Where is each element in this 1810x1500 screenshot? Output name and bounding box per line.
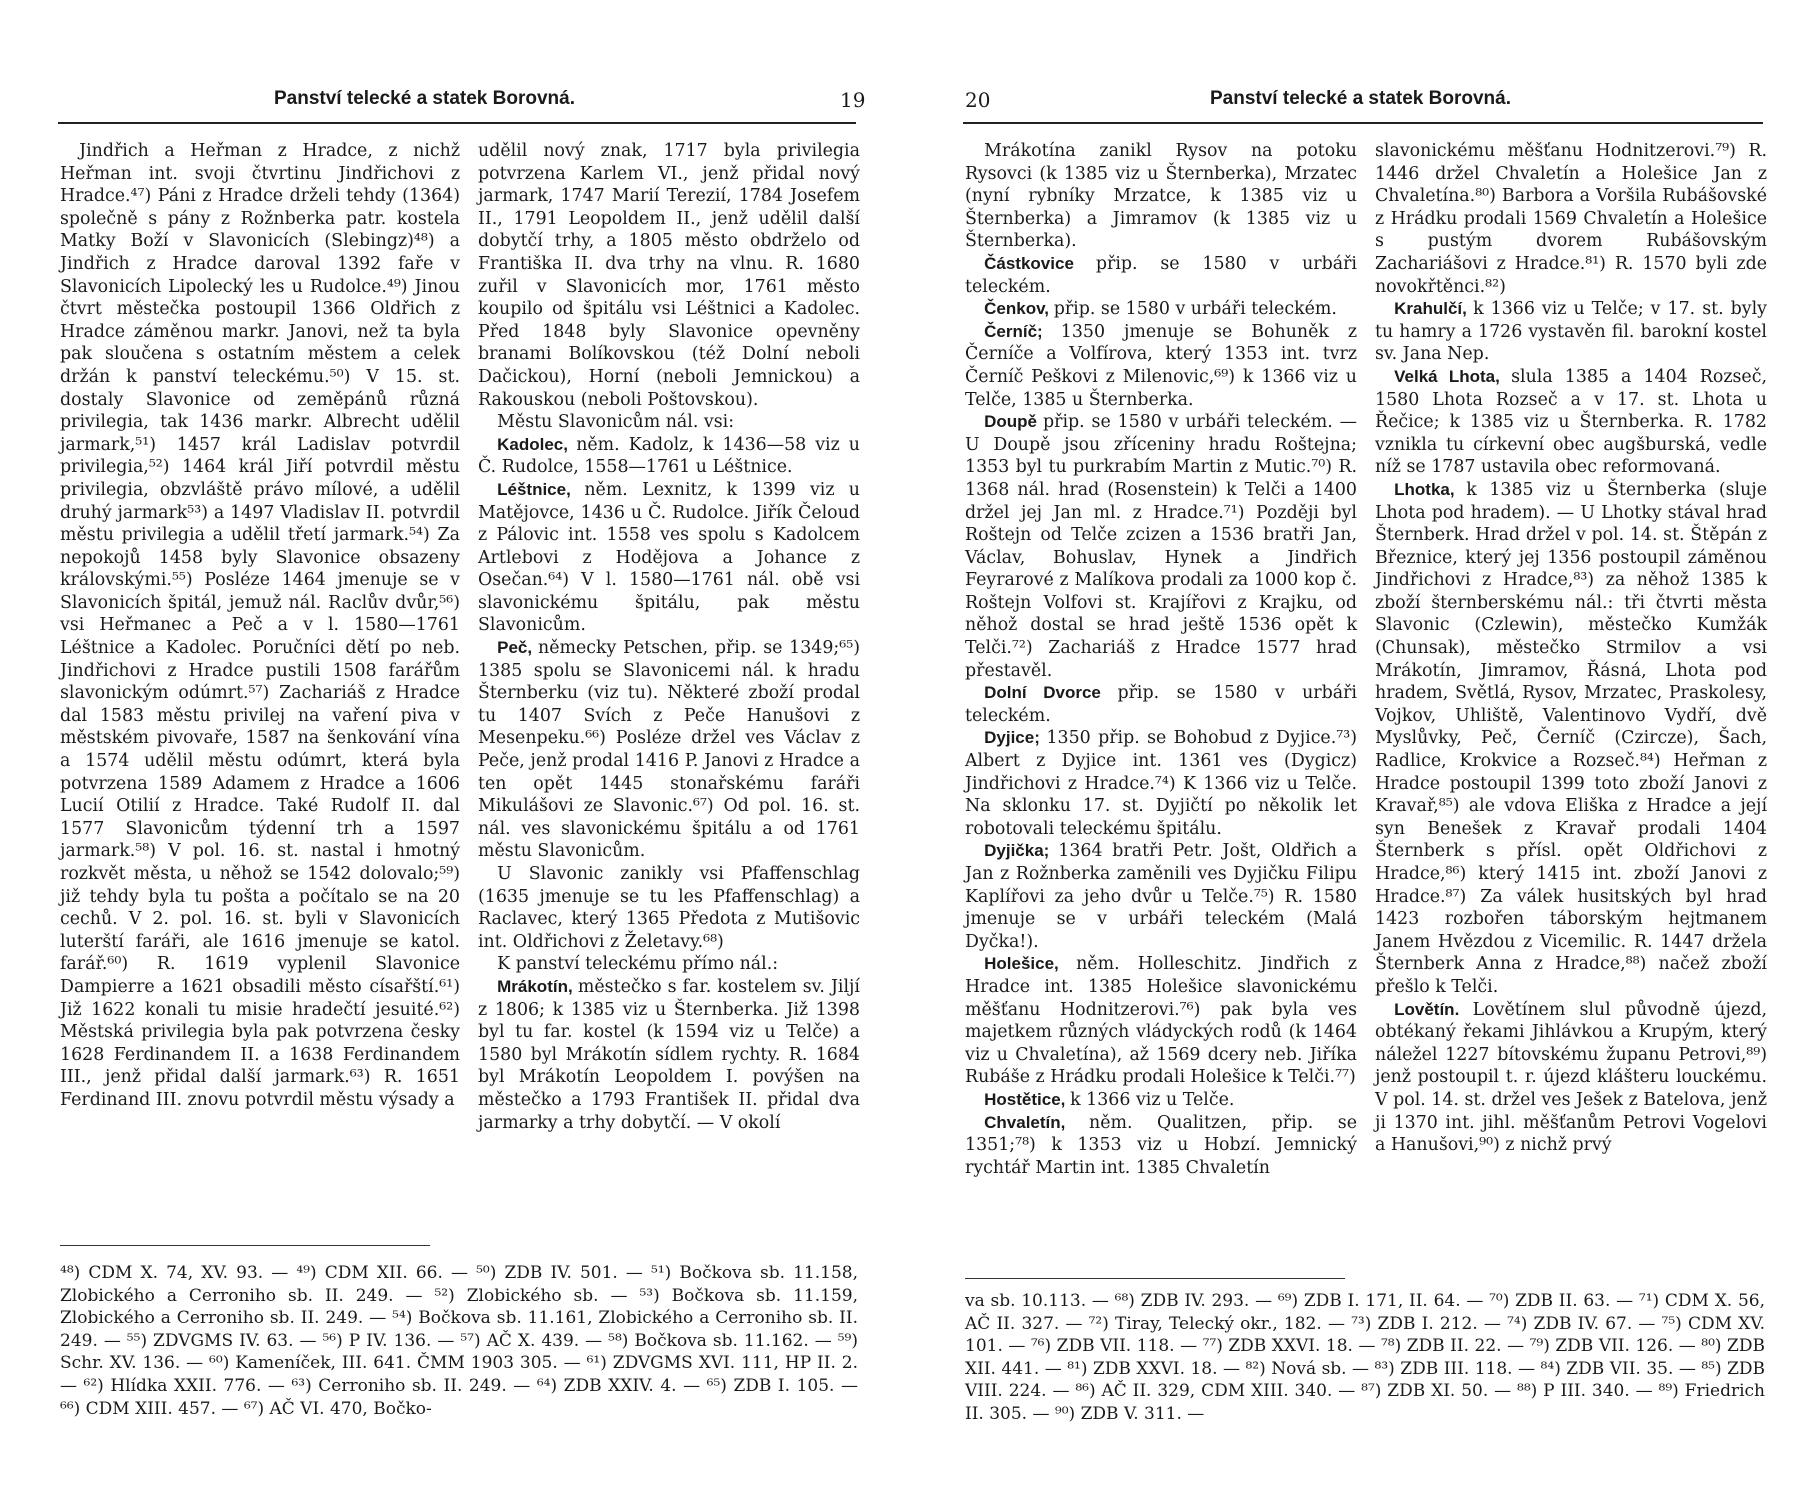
entry-heading: Čenkov, xyxy=(984,299,1054,319)
footnote-rule-right xyxy=(965,1278,1345,1279)
paragraph: Doupě přip. se 1580 v urbáři teleckém. — U Doupě jsou zříceniny hradu Roštejna; 1353 byl tu purkrabím Martin z Mutic.⁷⁰) R. 1368 nál. hrad (Rosenstein) k Telči a 1400 držel jej Jan ml. z Hradce.⁷¹) Později byl Roštejn od Telče zcizen a 1536 bratři Jan, Václav, Bohuslav, Hynek a Jindřich Feyrarové z Malíkova prodali za 1000 kop č. Roštejn Volfovi st. Krajířovi z Krajku, od něhož dostal se hrad ještě 1536 opět k Telči.⁷²) Zachariáš z Hradce 1577 hrad přestavěl. xyxy=(965,412,1358,681)
right-header xyxy=(905,88,1810,118)
entry-heading: Hostětice, xyxy=(984,1089,1071,1109)
paragraph: Dyjička; 1364 bratři Petr. Jošt, Oldřich a Jan z Rožnberka zaměnili ves Dyjičku Filipu Kaplířovi za jeho dvůr u Telče.⁷⁵) R. 1580 jmenuje se v urbáři teleckém (Malá Dyčka!). xyxy=(965,841,1357,952)
footnote-rule-left xyxy=(60,1245,430,1246)
paragraph: Mrákotína zanikl Rysov na potoku Rysovci (k 1385 viz u Šternberka), Mrzatec (nyní rybníky Mrzatce, k 1385 viz u Šternberka) a Jimramov (k 1385 viz u Šternberka). xyxy=(965,141,1357,252)
entry-heading: Částkovice xyxy=(984,253,1096,273)
paragraph: Lovětín. Lovětínem slul původně újezd, obtékaný řekami Jihlávkou a Krupým, který náležel 1227 bítovskému županu Petrovi,⁸⁹) jenž postoupil t. r. újezd klášteru louckému. V pol. 14. st. držel ves Ješek z Batelova, jenž ji 1370 int. jihl. měšťanům Petrovi Vogelovi a Hanušovi,⁹⁰) z nichž prvý xyxy=(1375,999,1768,1156)
entry-heading: Černíč; xyxy=(984,321,1061,341)
paragraph: Čenkov, přip. se 1580 v urbáři teleckém. xyxy=(984,299,1337,320)
paragraph: K panství teleckému přímo nál.: xyxy=(497,954,779,975)
paragraph: Městu Slavonicům nál. vsi: xyxy=(497,412,735,433)
running-title-left: Panství telecké a statek Borovná. xyxy=(274,88,575,109)
entry-heading: Mrákotín, xyxy=(497,976,578,996)
entry-heading: Dyjice; xyxy=(984,728,1047,748)
left-column-1 xyxy=(60,140,460,1112)
paragraph: Chvaletín, něm. Qualitzen, přip. se 1351;⁷⁸) k 1353 viz u Hobzí. Jemnický rychtář Martin int. 1385 Chvaletín xyxy=(965,1112,1357,1178)
paragraph: Peč, německy Petschen, přip. se 1349;⁶⁵) 1385 spolu se Slavonicemi nál. k hradu Šternberku (viz tu). Některé zboží prodal tu 1407 Svích z Peče Hanušovi z Mesenpeku.⁶⁶) Posléze držel ves Václav z Peče, jenž prodal 1416 P. Janovi z Hradce a ten opět 1445 stonařskému faráři Mikulášovi ze Slavonic.⁶⁷) Od pol. 16. st. nál. ves slavonickému špitálu a od 1761 městu Slavonicům. xyxy=(478,638,860,862)
entry-heading: Doupě xyxy=(984,412,1044,432)
footnotes-right: va sb. 10.113. — ⁶⁸) ZDB IV. 293. — ⁶⁹) ZDB I. 171, II. 64. — ⁷⁰) ZDB II. 63. — ⁷¹) CDM X. 56, AČ II. 327. — ⁷²) Tiray, Telecký okr., 182. — ⁷³) ZDB I. 212. — ⁷⁴) ZDB IV. 67. — ⁷⁵) CDM XV. 101. — ⁷⁶) ZDB VII. 118. — ⁷⁷) ZDB XXVI. 18. — ⁷⁸) ZDB II. 22. — ⁷⁹) ZDB VII. 126. — ⁸⁰) ZDB XII. 441. — ⁸¹) ZDB XXVI. 18. — ⁸²) Nová sb. — ⁸³) ZDB III. 118. — ⁸⁴) ZDB VII. 35. — ⁸⁵) ZDB VIII. 224. — ⁸⁶) AČ II. 329, CDM XIII. 340. — ⁸⁷) ZDB XI. 50. — ⁸⁸) P III. 340. — ⁸⁹) Friedrich II. 305. — ⁹⁰) ZDB V. 311. — xyxy=(965,1291,1765,1424)
page-number-left: 19 xyxy=(840,88,866,112)
entry-heading: Krahulčí, xyxy=(1394,299,1474,319)
entry-heading: Kadolec, xyxy=(497,434,577,454)
entry-heading: Dyjička; xyxy=(984,841,1059,861)
right-page xyxy=(905,0,1810,1500)
entry-heading: Holešice, xyxy=(984,954,1077,974)
entry-heading: Peč, xyxy=(497,638,538,658)
paragraph: Hostětice, k 1366 viz u Telče. xyxy=(984,1089,1235,1110)
paragraph: Částkovice přip. se 1580 v urbáři teleckém. xyxy=(965,253,1357,297)
paragraph: udělil nový znak, 1717 byla privilegia potvrzena Karlem VI., jenž přidal nový jarmark, 1747 Marií Terezií, 1784 Josefem II., 1791 Leopoldem II., jenž udělil další dobytčí trhy, a 1805 město obdrželo od Františka II. dva trhy na vlnu. R. 1680 zuřil v Slavonicích mor, 1761 město koupilo od špitálu vsi Léštnici a Kadolec. Před 1848 byly Slavonice opevněny branami Bolíkovskou (též Dolní neboli Dačickou), Horní (neboli Jemnickou) a Rakouskou (neboli Poštovskou). xyxy=(478,141,860,410)
paragraph: Kadolec, něm. Kadolz, k 1436—58 viz u Č. Rudolce, 1558—1761 u Léštnice. xyxy=(478,434,860,478)
paragraph: Holešice, něm. Holleschitz. Jindřich z Hradce int. 1385 Holešice slavonickému měšťanu Hodnitzerovi.⁷⁶) pak byla ves majetkem různých vládyckých rodů (k 1464 viz u Chvaletína), až 1569 dcery neb. Jiříka Rubáše z Hrádku prodali Holešice k Telči.⁷⁷) xyxy=(965,954,1357,1088)
paragraph: Velká Lhota, slula 1385 a 1404 Rozseč, 1580 Lhota Rozseč a v 17. st. Lhota u Řečice; k 1385 viz u Šternberka. R. 1782 vznikla tu církevní obec augšburská, vedle níž se 1787 ustavila obec reformovaná. xyxy=(1375,366,1767,478)
paragraph: Černíč; 1350 jmenuje se Bohuněk z Černíče a Volfírova, který 1353 int. tvrz Černíč Peškovi z Milenovic,⁶⁹) k 1366 viz u Telče, 1385 u Šternberka. xyxy=(965,321,1357,410)
paragraph: Léštnice, něm. Lexnitz, k 1399 viz u Matějovce, 1436 u Č. Rudolce. Jiřík Čeloud z Pálovic int. 1558 ves spolu s Kadolcem Artlebovi z Hodějova a Johance z Osečan.⁶⁴) V l. 1580—1761 nál. obě vsi slavonickému špitálu, pak městu Slavonicům. xyxy=(478,479,860,636)
entry-heading: Chvaletín, xyxy=(984,1112,1090,1132)
paragraph: slavonickému měšťanu Hodnitzerovi.⁷⁹) R. 1446 držel Chvaletín a Holešice Jan z Chvaletína.⁸⁰) Barbora a Voršila Rubášovské z Hrádku prodali 1569 Chvaletín a Holešice s pustým dvorem Rubášovským Zachariášovi z Hradce.⁸¹) R. 1570 byli zde novokřtěnci.⁸²) xyxy=(1375,141,1767,297)
paragraph: Dolní Dvorce přip. se 1580 v urbáři teleckém. xyxy=(965,683,1357,726)
header-rule-left xyxy=(58,122,856,124)
footnotes-left: ⁴⁸) CDM X. 74, XV. 93. — ⁴⁹) CDM XII. 66. — ⁵⁰) ZDB IV. 501. — ⁵¹) Bočkova sb. 11.158, Zlobického a Cerroniho sb. II. 249. — ⁵²) Zlobického sb. — ⁵³) Bočkova sb. 11.159, Zlobického a Cerroniho sb. II. 249. — ⁵⁴) Bočkova sb. 11.161, Zlobického a Cerroniho sb. II. 249. — ⁵⁵) ZDVGMS IV. 63. — ⁵⁶) P IV. 136. — ⁵⁷) AČ X. 439. — ⁵⁸) Bočkova sb. 11.162. — ⁵⁹) Schr. XV. 136. — ⁶⁰) Kameníček, III. 641. ČMM 1903 305. — ⁶¹) ZDVGMS XVI. 111, HP II. 2. — ⁶²) Hlídka XXII. 776. — ⁶³) Cerroniho sb. II. 249. — ⁶⁴) ZDB XXIV. 4. — ⁶⁵) ZDB I. 105. — ⁶⁶) CDM XIII. 457. — ⁶⁷) AČ VI. 470, Bočko- xyxy=(60,1263,858,1419)
header-rule-right xyxy=(963,122,1763,124)
page-number-right: 20 xyxy=(965,88,991,112)
left-header xyxy=(0,88,905,118)
right-column-1 xyxy=(965,140,1357,1179)
entry-heading: Dolní Dvorce xyxy=(984,683,1118,703)
left-column-2 xyxy=(478,140,860,1134)
paragraph: U Slavonic zanikly vsi Pfaffenschlag (1635 jmenuje se tu les Pfaffenschlag) a Raclavec, který 1365 Předota z Mutišovic int. Oldřichovi z Želetavy.⁶⁸) xyxy=(478,864,860,952)
running-title-right: Panství telecké a statek Borovná. xyxy=(1210,88,1511,109)
paragraph: Mrákotín, městečko s far. kostelem sv. Jiljí z 1806; k 1385 viz u Šternberka. Již 1398 byl tu far. kostel (k 1594 viz u Telče) a 1580 byl Mrákotín sídlem rychty. R. 1684 byl Mrákotín Leopoldem I. povýšen na městečko a 1793 František II. přidal dva jarmarky a trhy dobytčí. — V okolí xyxy=(478,976,860,1133)
entry-heading: Velká Lhota, xyxy=(1394,366,1512,386)
paragraph: Lhotka, k 1385 viz u Šternberka (sluje Lhota pod hradem). — U Lhotky stával hrad Šternberk. Hrad držel v pol. 14. st. Štěpán z Březnice, který jej 1356 postoupil záměnou Jindřichovi z Hradce,⁸³) za něhož 1385 k zboží šternberskému nál.: tři čtvrti města Slavonic (Czlewin), městečko Kumžák (Chunsak), městečko Strmilov a vsi Mrákotín, Jimramov, Řásná, Lhota pod hradem, Světlá, Rysov, Mrzatec, Praskolesy, Vojkov, Uhliště, Valentinovo Vydří, dvě Myslůvky, Peč, Černíč (Czirczе), Šach, Radlice, Krokvice a Rozseč.⁸⁴) Heřman z Hradce postoupil 1399 toto zboží Janovi z Kravař,⁸⁵) ale vdova Eliška z Hradce a její syn Benešek z Kravař prodali 1404 Šternberk s přísl. opět Oldřichovi z Hradce,⁸⁶) který 1415 int. zboží Janovi z Hradce.⁸⁷) Za válek husitských byl hrad 1423 rozbořen táborským hejtmanem Janem Hvězdou z Vicemilic. R. 1447 držela Šternberk Anna z Hradce,⁸⁸) načež zboží přešlo k Telči. xyxy=(1375,479,1767,997)
paragraph: Krahulčí, k 1366 viz u Telče; v 17. st. byly tu hamry a 1726 vystavěn fil. barokní kostel sv. Jana Nep. xyxy=(1375,299,1767,365)
entry-heading: Léštnice, xyxy=(497,479,585,499)
right-column-2 xyxy=(1375,140,1767,1157)
entry-heading: Lhotka, xyxy=(1394,479,1467,499)
entry-heading: Lovětín. xyxy=(1394,999,1473,1019)
paragraph: Dyjice; 1350 přip. se Bohobud z Dyjice.⁷³) Albert z Dyjice int. 1361 ves (Dygicz) Jindřichovi z Hradce.⁷⁴) K 1366 viz u Telče. Na sklonku 17. st. Dyjičtí po několik let robotovali teleckému špitálu. xyxy=(965,728,1357,839)
paragraph: Jindřich a Heřman z Hradce, z nichž Heřman int. svoji čtvrtinu Jindřichovi z Hradce.⁴⁷) Páni z Hradce drželi tehdy (1364) společně s pány z Rožnberka patr. kostela Matky Boží v Slavonicích (Slebingz)⁴⁸) a Jindřich z Hradce daroval 1392 faře v Slavonicích Lipolecký les u Rudolce.⁴⁹) Jinou čtvrt městečka postoupil 1366 Oldřich z Hradce záměnou markr. Janovi, než ta byla pak sloučena s ostatním městem a celek držán k panství teleckému.⁵⁰) V 15. st. dostaly Slavonice od zeměpánů různá privilegia, tak 1436 markr. Albrecht udělil jarmark,⁵¹) 1457 král Ladislav potvrdil privilegia,⁵²) 1464 král Jiří potvrdil městu privilegia, obzvláště právo mílové, a udělil druhý jarmark⁵³) a 1497 Vladislav II. potvrdil městu privilegia a udělil třetí jarmark.⁵⁴) Za nepokojů 1458 byly Slavonice obsazeny královskými.⁵⁵) Posléze 1464 jmenuje se v Slavonicích špitál, jemuž nál. Raclův dvůr,⁵⁶) vsi Heřmanec a Peč a v l. 1580—1761 Léštnice a Kadolec. Poručníci dětí po neb. Jindřichovi z Hradce pustili 1508 farářům slavonickým odúmrt.⁵⁷) Zachariáš z Hradce dal 1583 městu privilej na vaření piva v městském pivovaře, 1587 na šenkování vína a 1574 udělil městu odúmrt, která byla potvrzena 1589 Adamem z Hradce a 1606 Lucií Otilií z Hradce. Také Rudolf II. dal 1577 Slavonicům týdenní trh a 1597 jarmark.⁵⁸) V pol. 16. st. nastal i hmotný rozkvět města, u něhož se 1542 dolovalo;⁵⁹) již tehdy byla tu pošta a počítalo se na 20 cechů. V 2. pol. 16. st. byli v Slavonicích luterští faráři, ale 1616 jmenuje se katol. farář.⁶⁰) R. 1619 vyplenil Slavonice Dampierre a 1621 obsadili město císařští.⁶¹) Již 1622 konali tu misie hradečtí jesuité.⁶²) Městská privilegia byla pak potvrzena česky 1628 Ferdinandem II. a 1638 Ferdinandem III., jenž přidal další jarmark.⁶³) R. 1651 Ferdinand III. znovu potvrdil městu výsady a xyxy=(60,141,460,1110)
